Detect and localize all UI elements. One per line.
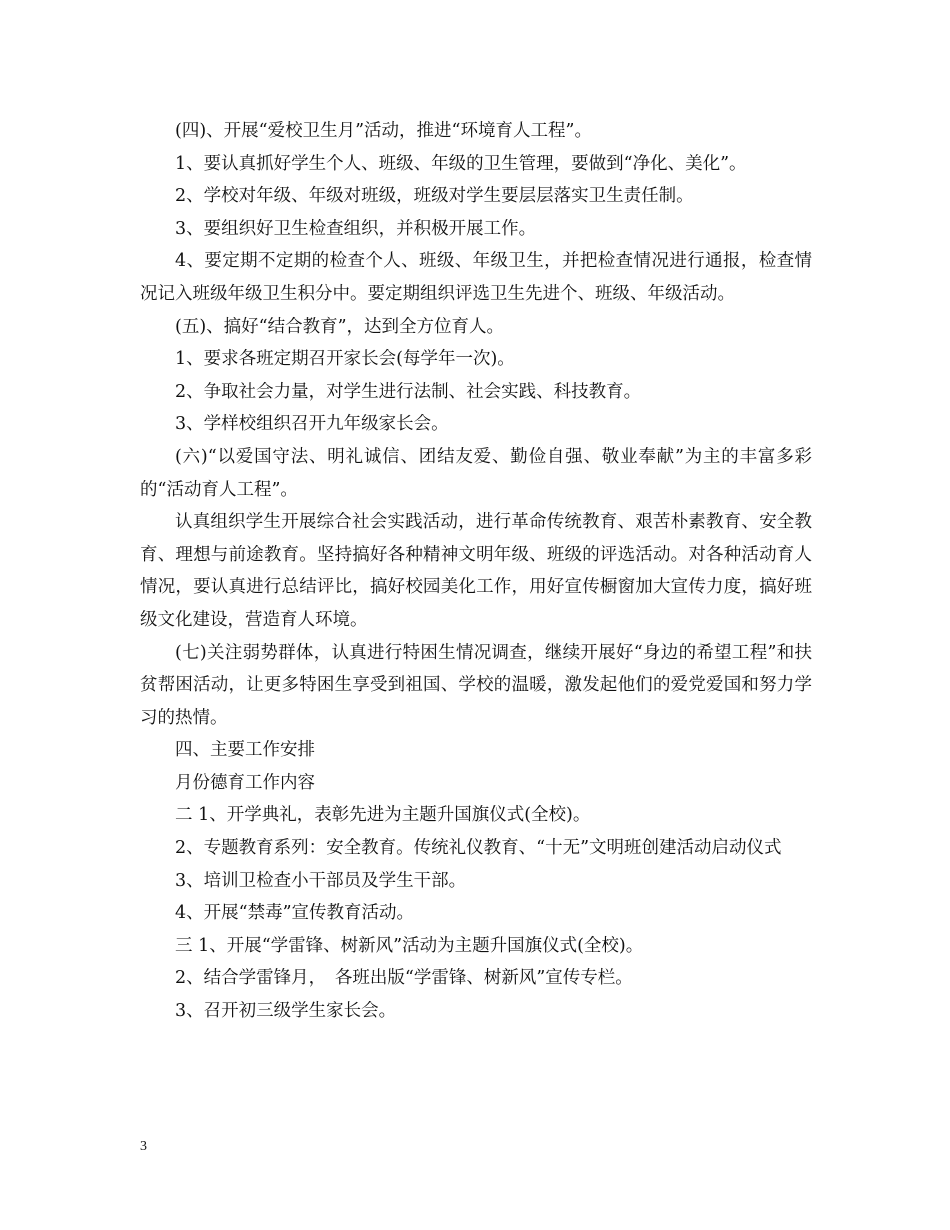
- paragraph: 2、争取社会力量，对学生进行法制、社会实践、科技教育。: [175, 381, 642, 402]
- paragraph: 3、学样校组织召开九年级家长会。: [175, 414, 449, 435]
- paragraph: 3、要组织好卫生检查组织，并积极开展工作。: [175, 218, 537, 239]
- schedule-item: 二 1、开学典礼，表彰先进为主题升国旗仪式(全校)。: [175, 805, 591, 826]
- page-number: 3: [140, 1139, 147, 1154]
- schedule-item: 3、培训卫检查小干部员及学生干部。: [175, 870, 467, 891]
- paragraph: 1、要求各班定期召开家长会(每学年一次)。: [175, 349, 515, 370]
- section-heading-7: (七)关注弱势群体，认真进行特困生情况调查，继续开展好“身边的希望工程”和扶贫帮困活动，让更多特困生享受到祖国、学校的温暖，激发起他们的爱党爱国和努力学习的热情。: [140, 642, 812, 728]
- section-heading-main-schedule: 四、主要工作安排: [175, 740, 315, 761]
- paragraph: 2、学校对年级、年级对班级，班级对学生要层层落实卫生责任制。: [175, 186, 694, 207]
- paragraph: 认真组织学生开展综合社会实践活动，进行革命传统教育、艰苦朴素教育、安全教育、理想与前途教育。坚持搞好各种精神文明年级、班级的评选活动。对各种活动育人情况，要认真进行总结评比，搞好校园美化工作，用好宣传橱窗加大宣传力度，搞好班级文化建设，营造育人环境。: [140, 512, 812, 630]
- section-heading-6: (六)“以爱国守法、明礼诚信、团结友爱、勤俭自强、敬业奉献”为主的丰富多彩的“活动育人工程”。: [140, 446, 812, 500]
- document-body: [140, 115, 812, 1028]
- paragraph: 1、要认真抓好学生个人、班级、年级的卫生管理，要做到“净化、美化”。: [175, 153, 747, 174]
- schedule-item: 2、专题教育系列：安全教育。传统礼仪教育、“十无”文明班创建活动启动仪式: [175, 838, 782, 859]
- schedule-item: 三 1、开展“学雷锋、树新风”活动为主题升国旗仪式(全校)。: [175, 935, 644, 956]
- schedule-item: 2、结合学雷锋月， 各班出版“学雷锋、树新风”宣传专栏。: [175, 968, 633, 989]
- schedule-item: 4、开展“禁毒”宣传教育活动。: [175, 903, 415, 924]
- section-heading-5: (五)、搞好“结合教育”，达到全方位育人。: [175, 316, 505, 337]
- schedule-header: 月份德育工作内容: [175, 772, 315, 793]
- paragraph: 4、要定期不定期的检查个人、班级、年级卫生，并把检查情况进行通报，检查情况记入班级年级卫生积分中。要定期组织评选卫生先进个、班级、年级活动。: [140, 251, 812, 304]
- section-heading-4: (四)、开展“爱校卫生月”活动，推进“环境育人工程”。: [175, 121, 592, 141]
- schedule-item: 3、召开初三级学生家长会。: [175, 1001, 397, 1022]
